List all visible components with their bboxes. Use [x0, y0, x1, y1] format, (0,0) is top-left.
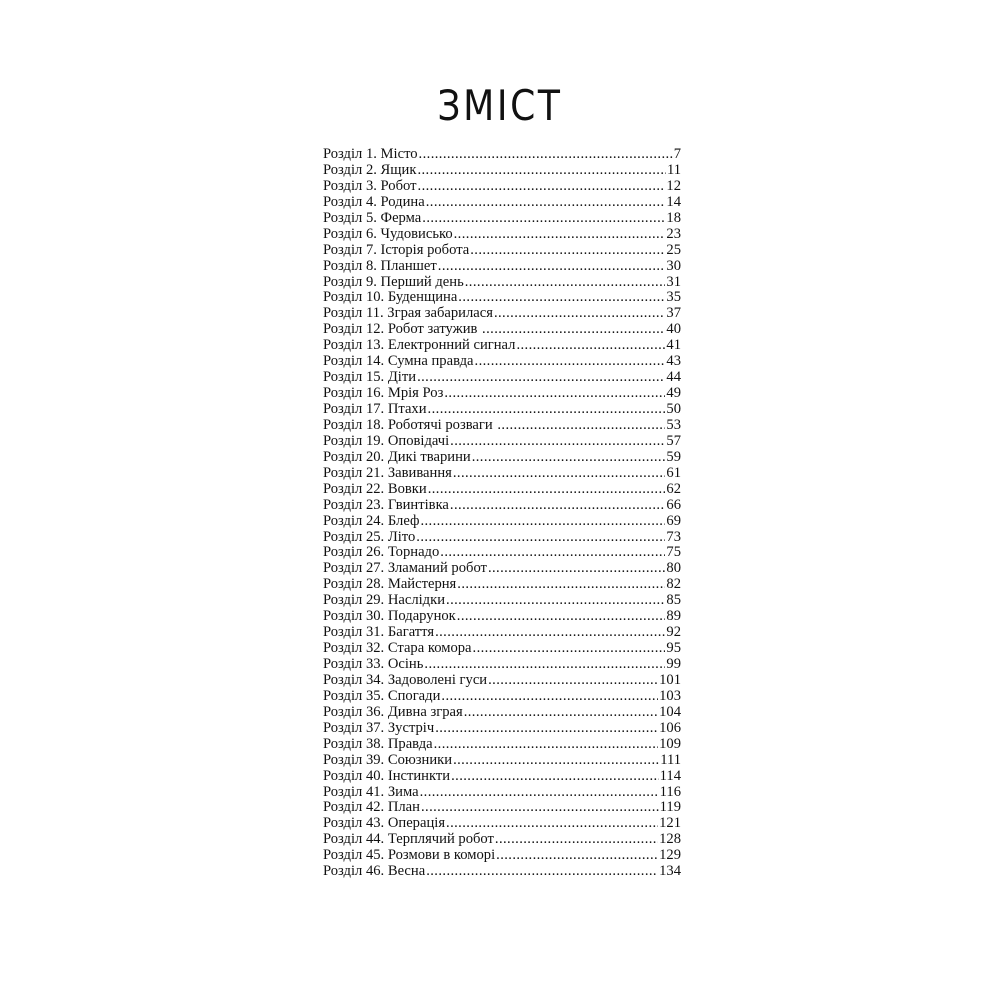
toc-entry-title: Розділ 21. Завивання	[323, 464, 452, 481]
toc-entry-page: 85	[666, 592, 681, 609]
toc-leader-dots	[457, 577, 665, 593]
toc-entry	[323, 290, 681, 306]
toc-entry	[323, 609, 681, 625]
toc-entry	[323, 657, 681, 673]
toc-leader-dots	[419, 147, 673, 163]
toc-leader-dots	[450, 498, 665, 514]
toc-leader-dots	[417, 163, 666, 179]
toc-leader-dots	[451, 769, 659, 785]
toc-leader-dots	[453, 753, 659, 769]
toc-entry-page: 11	[666, 161, 681, 178]
toc-leader-dots	[488, 561, 665, 577]
toc-leader-dots	[446, 816, 658, 832]
toc-entry-title: Розділ 6. Чудовисько	[323, 225, 453, 242]
toc-entry-page: 35	[666, 289, 681, 306]
toc-entry	[323, 402, 681, 418]
toc-leader-dots	[441, 689, 658, 705]
toc-entry-page: 119	[659, 799, 681, 816]
toc-leader-dots	[473, 641, 666, 657]
toc-entry-title: Розділ 40. Інстинкти	[323, 767, 451, 784]
toc-entry-title: Розділ 30. Подарунок	[323, 608, 456, 625]
toc-leader-dots	[426, 864, 658, 880]
toc-entry-page: 89	[666, 608, 681, 625]
toc-entry-page: 62	[666, 480, 681, 497]
toc-entry-page: 40	[666, 321, 681, 338]
toc-leader-dots	[516, 338, 665, 354]
toc-entry-page: 95	[666, 640, 681, 657]
toc-entry	[323, 275, 681, 291]
toc-entry-title: Розділ 44. Терплячий робот	[323, 831, 494, 848]
toc-entry	[323, 753, 681, 769]
toc-entry	[323, 259, 681, 275]
toc-entry-title: Розділ 7. Історія робота	[323, 241, 470, 258]
toc-entry-page: 69	[666, 512, 681, 529]
toc-entry-title: Розділ 10. Буденщина	[323, 289, 458, 306]
toc-entry	[323, 737, 681, 753]
toc-entry-page: 31	[666, 273, 681, 290]
toc-entry	[323, 514, 681, 530]
toc-entry-title: Розділ 41. Зима	[323, 783, 419, 800]
toc-entry-page: 75	[666, 544, 681, 561]
toc-leader-dots	[450, 434, 665, 450]
toc-entry-title: Розділ 16. Мрія Роз	[323, 385, 444, 402]
toc-entry-page: 61	[666, 464, 681, 481]
toc-leader-dots	[420, 514, 665, 530]
toc-leader-dots	[495, 832, 658, 848]
toc-leader-dots	[434, 737, 659, 753]
toc-leader-dots	[418, 179, 666, 195]
toc-entry-page: 18	[666, 209, 681, 226]
toc-leader-dots	[438, 259, 666, 275]
toc-entry-title: Розділ 9. Перший день	[323, 273, 464, 290]
toc-entry-title: Розділ 17. Птахи	[323, 401, 427, 417]
toc-entry	[323, 466, 681, 482]
toc-entry	[323, 641, 681, 657]
toc-entry	[323, 354, 681, 370]
toc-entry	[323, 163, 681, 179]
toc-entry	[323, 418, 681, 434]
toc-entry-title: Розділ 11. Зграя забарилася	[323, 305, 493, 322]
toc-entry-title: Розділ 14. Сумна правда	[323, 353, 474, 370]
toc-entry-page: 49	[666, 385, 681, 402]
toc-leader-dots	[465, 275, 666, 291]
toc-entry-page: 80	[666, 560, 681, 577]
toc-entry-title: Розділ 1. Місто	[323, 146, 418, 162]
toc-entry-page: 43	[666, 353, 681, 370]
toc-entry-page: 7	[673, 146, 681, 162]
toc-entry-title: Розділ 20. Дикі тварини	[323, 448, 471, 465]
toc-leader-dots	[494, 306, 665, 322]
toc-entry-title: Розділ 42. План	[323, 799, 420, 816]
toc-leader-dots	[475, 354, 666, 370]
toc-entry-title: Розділ 31. Багаття	[323, 624, 435, 641]
toc-entry-page: 37	[666, 305, 681, 322]
toc-leader-dots	[440, 545, 665, 561]
toc-entry-title: Розділ 25. Літо	[323, 528, 416, 545]
toc-leader-dots	[472, 450, 666, 466]
toc-entry-page: 41	[666, 337, 681, 354]
toc-entry-page: 116	[659, 783, 681, 800]
toc-entry	[323, 689, 681, 705]
toc-leader-dots	[464, 705, 658, 721]
toc-entry	[323, 147, 681, 163]
toc-entry-page: 106	[659, 719, 681, 736]
toc-entry	[323, 386, 681, 402]
toc-entry-title: Розділ 36. Дивна зграя	[323, 703, 463, 720]
toc-leader-dots	[435, 721, 658, 737]
toc-entry-title: Розділ 24. Блеф	[323, 512, 420, 529]
toc-entry	[323, 338, 681, 354]
toc-entry-title: Розділ 5. Ферма	[323, 209, 422, 226]
toc-entry-page: 66	[666, 496, 681, 513]
toc-entry-page: 12	[666, 177, 681, 194]
toc-entry-title: Розділ 43. Операція	[323, 815, 446, 832]
toc-entry-page: 82	[666, 576, 681, 593]
toc-entry	[323, 434, 681, 450]
toc-leader-dots	[444, 386, 665, 402]
toc-entry-page: 99	[666, 656, 681, 672]
toc-entry	[323, 561, 681, 577]
toc-leader-dots	[417, 370, 665, 386]
toc-entry-page: 92	[666, 624, 681, 641]
toc-entry-title: Розділ 38. Правда	[323, 735, 433, 752]
toc-entry-title: Розділ 8. Планшет	[323, 257, 437, 274]
toc-entry	[323, 864, 681, 880]
toc-entry-page: 111	[660, 751, 681, 768]
toc-entry-title: Розділ 19. Оповідачі	[323, 432, 450, 449]
toc-entry	[323, 785, 681, 801]
page-title: ЗМІСТ	[437, 81, 563, 130]
toc-leader-dots	[424, 657, 665, 673]
toc-entry	[323, 211, 681, 227]
toc-leader-dots	[488, 673, 658, 689]
toc-entry-title: Розділ 23. Гвинтівка	[323, 496, 449, 513]
toc-leader-dots	[426, 195, 666, 211]
toc-entry-page: 114	[659, 767, 681, 784]
toc-entry	[323, 243, 681, 259]
toc-entry	[323, 370, 681, 386]
toc-entry-page: 121	[659, 815, 681, 832]
toc-entry-page: 23	[666, 225, 681, 242]
toc-entry	[323, 769, 681, 785]
toc-entry-title: Розділ 2. Ящик	[323, 161, 417, 178]
toc-entry-title: Розділ 34. Задоволені гуси	[323, 671, 488, 688]
toc-entry	[323, 705, 681, 721]
toc-leader-dots	[458, 290, 665, 306]
toc-entry-page: 103	[659, 687, 681, 704]
toc-entry	[323, 195, 681, 211]
toc-entry	[323, 673, 681, 689]
toc-entry-page: 101	[659, 671, 681, 688]
toc-entry-title: Розділ 15. Діти	[323, 369, 417, 386]
toc-entry-page: 14	[666, 193, 681, 210]
toc-entry	[323, 306, 681, 322]
toc-entry	[323, 577, 681, 593]
toc-entry-title: Розділ 4. Родина	[323, 193, 425, 210]
toc-entry-page: 134	[659, 863, 681, 880]
toc-entry-page: 25	[666, 241, 681, 258]
toc-entry-title: Розділ 45. Розмови в коморі	[323, 847, 496, 864]
toc-leader-dots	[428, 402, 666, 418]
toc-entry-title: Розділ 26. Торнадо	[323, 544, 440, 561]
toc-entry	[323, 593, 681, 609]
toc-entry-page: 57	[666, 432, 681, 449]
toc-entry	[323, 227, 681, 243]
table-of-contents	[323, 147, 681, 880]
toc-entry	[323, 179, 681, 195]
toc-leader-dots	[454, 227, 666, 243]
toc-leader-dots	[453, 466, 666, 482]
toc-leader-dots	[496, 848, 658, 864]
toc-entry-title: Розділ 32. Стара комора	[323, 640, 472, 657]
toc-entry-title: Розділ 3. Робот	[323, 177, 417, 194]
toc-entry-page: 104	[659, 703, 681, 720]
toc-leader-dots	[420, 785, 659, 801]
toc-entry-title: Розділ 18. Роботячі розваги	[323, 416, 497, 433]
toc-entry-page: 129	[659, 847, 681, 864]
toc-entry-title: Розділ 22. Вовки	[323, 480, 427, 497]
toc-entry	[323, 322, 681, 338]
toc-entry-title: Розділ 37. Зустріч	[323, 719, 435, 736]
toc-entry-page: 59	[666, 448, 681, 465]
toc-entry-title: Розділ 12. Робот затужив	[323, 321, 482, 338]
toc-leader-dots	[428, 482, 666, 498]
toc-entry-page: 73	[666, 528, 681, 545]
toc-entry	[323, 450, 681, 466]
toc-entry-title: Розділ 13. Електронний сигнал	[323, 337, 516, 354]
toc-entry	[323, 482, 681, 498]
toc-entry-page: 30	[666, 257, 681, 274]
toc-leader-dots	[457, 609, 666, 625]
toc-entry-page: 53	[666, 416, 681, 433]
toc-entry-title: Розділ 35. Спогади	[323, 687, 441, 704]
toc-entry-page: 109	[659, 735, 681, 752]
toc-entry-title: Розділ 29. Наслідки	[323, 592, 446, 609]
toc-leader-dots	[416, 530, 665, 546]
toc-entry-page: 50	[666, 401, 681, 417]
toc-entry	[323, 816, 681, 832]
toc-entry-page: 128	[659, 831, 681, 848]
toc-leader-dots	[435, 625, 665, 641]
toc-entry	[323, 545, 681, 561]
toc-entry	[323, 498, 681, 514]
toc-leader-dots	[421, 800, 659, 816]
toc-entry	[323, 721, 681, 737]
toc-entry-page: 44	[666, 369, 681, 386]
toc-entry	[323, 800, 681, 816]
toc-leader-dots	[482, 322, 665, 338]
toc-entry-title: Розділ 46. Весна	[323, 863, 426, 880]
toc-entry-title: Розділ 28. Майстерня	[323, 576, 457, 593]
toc-entry-title: Розділ 27. Зламаний робот	[323, 560, 487, 577]
toc-entry	[323, 530, 681, 546]
toc-leader-dots	[470, 243, 665, 259]
toc-entry	[323, 832, 681, 848]
toc-leader-dots	[497, 418, 665, 434]
toc-leader-dots	[446, 593, 665, 609]
toc-entry-title: Розділ 39. Союзники	[323, 751, 453, 768]
toc-entry-title: Розділ 33. Осінь	[323, 656, 424, 672]
toc-leader-dots	[422, 211, 665, 227]
toc-entry	[323, 848, 681, 864]
toc-entry	[323, 625, 681, 641]
